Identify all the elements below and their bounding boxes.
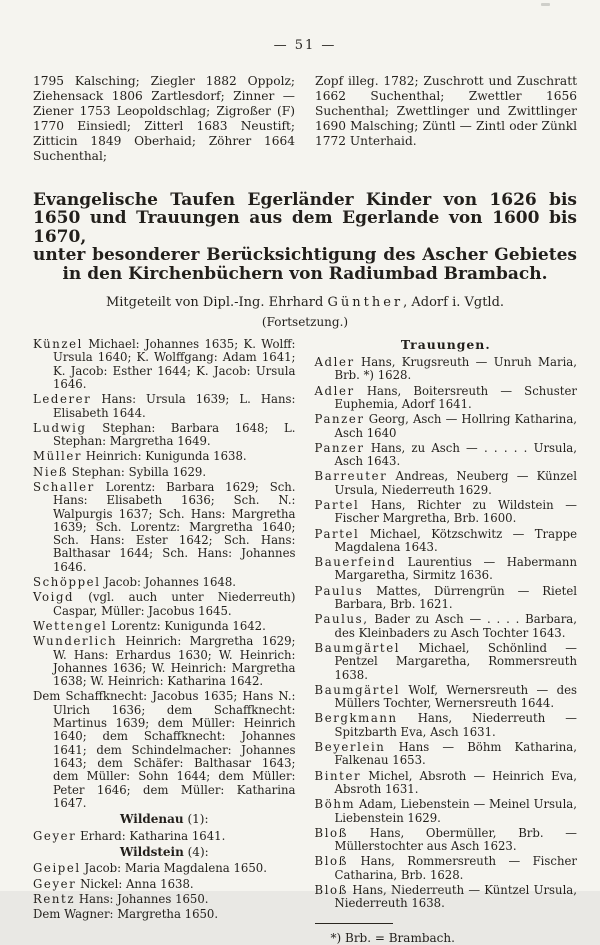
place-name: Wildstein: [119, 844, 184, 859]
record-surname: Voigd: [33, 590, 75, 605]
record-entry: [315, 470, 578, 497]
records-columns: [33, 338, 577, 945]
record-entry: [315, 385, 578, 412]
record-text: Adam, Liebenstein — Meinel Ursula, Liebenstein 1629.: [334, 797, 577, 825]
record-entry: [33, 620, 296, 633]
record-entry: [315, 798, 578, 825]
record-text: (vgl. auch unter Niederreuth) Caspar, Müller: Jacobus 1645.: [53, 590, 296, 618]
record-entry: [33, 635, 296, 688]
record-entry: [315, 413, 578, 440]
record-text: Laurentius — Habermann Margaretha, Sirmitz 1636.: [334, 555, 577, 583]
record-entry: [33, 450, 296, 463]
record-surname: Beyerlein: [314, 740, 386, 755]
article-heading: [33, 191, 577, 283]
record-surname: Lederer: [33, 392, 92, 407]
record-text: Hans: Johannes 1650.: [75, 892, 209, 907]
intro-continuation-text: [33, 74, 577, 164]
record-text: Georg, Asch — Hollring Katharina, Asch 1640: [334, 412, 577, 440]
record-text: Jacob: Johannes 1648.: [100, 575, 236, 590]
record-surname: Schaller: [33, 480, 95, 494]
record-entry: [315, 827, 578, 854]
record-entry: [315, 556, 578, 583]
record-entry: [33, 481, 296, 574]
record-entry: [315, 770, 578, 797]
footnote: [315, 923, 578, 945]
record-surname: Geipel: [33, 861, 81, 876]
page-number: — 51 —: [273, 38, 337, 53]
record-surname: Schöppel: [33, 575, 101, 590]
record-surname: Geyer: [33, 876, 77, 891]
record-text: Wolf, Wernersreuth — des Müllers Tochter, Wernersreuth 1644.: [334, 682, 577, 711]
record-text: Andreas, Neuberg — Künzel Ursula, Niederreuth 1629.: [334, 469, 577, 497]
marriages-section-header: Trauungen.: [400, 337, 491, 353]
record-text: Michael, Kötzschwitz — Trappe Magdalena 1643.: [334, 526, 577, 554]
record-entry: [33, 338, 296, 391]
intro-left-column: 1795 Kalsching; Ziegler 1882 Oppolz; Ziehensack 1806 Zartlesdorf; Zinner — Ziener 1753 Leopoldschlag; Zigroßer (F) 1770 Einsiedl; Zitterl 1683 Neustift; Zitticin 1849 Oberhaid; Zöhrer 1664 Suchenthal;: [33, 74, 295, 163]
record-surname: Geyer: [33, 828, 77, 843]
record-entry: [33, 690, 296, 810]
baptisms-column: [33, 338, 296, 924]
record-surname: Bauerfeind: [314, 555, 397, 570]
byline: [33, 295, 577, 310]
continuation-note: (Fortsetzung.): [261, 315, 349, 330]
record-entry: [315, 356, 578, 383]
record-surname: Wettengel: [33, 618, 108, 633]
record-text: Michael, Schönlind — Pentzel Margaretha, Rommersreuth 1638.: [334, 640, 577, 682]
heading-line-4: in den Kirchenbüchern von Radiumbad Brambach.: [62, 263, 548, 284]
record-entry: [33, 908, 296, 921]
place-name: Wildenau: [120, 812, 184, 827]
record-entry: [33, 422, 296, 449]
record-text: Hans, Niederreuth — Spitzbarth Eva, Asch 1631.: [334, 711, 577, 739]
record-text: Bader zu Asch — . . . . Barbara, des Kleinbaders zu Asch Tochter 1643.: [334, 612, 577, 640]
record-entry: [315, 442, 578, 469]
record-text: Erhard: Katharina 1641.: [76, 828, 226, 843]
record-surname: Ludwig: [33, 420, 87, 435]
record-surname: Bergkmann: [314, 711, 398, 726]
record-entry: [315, 642, 578, 682]
byline-author-name: Günther: [327, 295, 404, 311]
heading-line-1: Evangelische Taufen Egerländer Kinder von 1626 bis: [33, 190, 577, 210]
record-surname: Panzer: [314, 440, 365, 455]
record-entry: [33, 830, 296, 843]
place-count: (4):: [183, 844, 209, 859]
record-entry: [315, 712, 578, 739]
scan-artifact-speck: [541, 3, 550, 6]
record-surname: Partel: [314, 526, 360, 541]
record-surname: Künzel: [33, 337, 83, 352]
record-text: Stephan: Barbara 1648; L. Stephan: Margretha 1649.: [53, 420, 296, 449]
place-subheading: [33, 813, 296, 827]
record-entry: [315, 855, 578, 882]
record-text: Hans, Rommersreuth — Fischer Catharina, Brb. 1628.: [334, 854, 577, 882]
record-surname: Böhm: [314, 797, 356, 812]
record-text: Lorentz: Kunigunda 1642.: [107, 618, 266, 633]
marriages-column: [315, 338, 578, 945]
record-surname: Panzer: [314, 412, 365, 427]
record-surname: Baumgärtel: [314, 682, 401, 697]
record-text: Hans, Krugsreuth — Unruh Maria, Brb. *) 1628.: [334, 355, 577, 383]
record-text: Michael: Johannes 1635; K. Wolff: Ursula 1640; K. Wolffgang: Adam 1641; K. Jacob: Esther 1644; K. Jacob: Ursula 1646.: [53, 337, 296, 391]
record-entry: [315, 684, 578, 711]
record-entry: [33, 591, 296, 618]
marriages-list: [315, 356, 578, 911]
record-entry: [315, 585, 578, 612]
record-surname: Paulus,: [314, 612, 369, 627]
record-text: Heinrich: Margretha 1629; W. Hans: Erhardus 1630; W. Heinrich: Johannes 1636; W. Heinrich: Margretha 1638; W. Heinrich: Katharina 1642.: [53, 634, 296, 689]
record-surname: Barreuter: [314, 469, 388, 484]
record-surname: Adler: [314, 355, 355, 370]
record-entry: [33, 576, 296, 589]
record-surname: Nieß: [33, 464, 69, 479]
intro-right-column: Zopf illeg. 1782; Zuschrott und Zuschratt 1662 Suchenthal; Zwettler 1656 Suchenthal; Zwettlinger und Zwittlinger 1690 Malsching; Züntl — Zintl oder Zünkl 1772 Unterhaid.: [315, 74, 577, 148]
record-entry: [315, 884, 578, 911]
record-surname: Partel: [314, 498, 360, 512]
record-entry: [315, 528, 578, 555]
record-text: Stephan: Sybilla 1629.: [68, 464, 207, 479]
record-surname: Bloß: [314, 825, 349, 840]
record-entry: [33, 393, 296, 420]
record-surname: Müller: [33, 449, 83, 464]
record-surname: Bloß: [314, 854, 349, 869]
record-surname: Binter: [314, 768, 362, 783]
record-text: Hans, Niederreuth — Küntzel Ursula, Niederreuth 1638.: [334, 883, 577, 911]
record-text: Nickel: Anna 1638.: [76, 876, 194, 891]
record-entry: [33, 466, 296, 479]
byline-prefix: Mitgeteilt von Dipl.-Ing. Ehrhard: [105, 295, 328, 311]
record-surname: Wunderlich: [33, 634, 118, 649]
record-text: Hans, Boitersreuth — Schuster Euphemia, Adorf 1641.: [334, 383, 577, 411]
record-text: Hans: Ursula 1639; L. Hans: Elisabeth 1644.: [53, 392, 296, 420]
record-text: Hans, zu Asch — . . . . . Ursula, Asch 1643.: [334, 440, 577, 469]
record-entry: [315, 499, 578, 526]
record-text: Lorentz: Barbara 1629; Sch. Hans: Elisabeth 1636; Sch. N.: Walpurgis 1637; Sch. Hans: Margretha 1639; Sch. Lorentz: Margretha 1640; Sch. Hans: Ester 1642; Sch. Hans: Balthasar 1644; Sch. Hans: Johannes 1646.: [53, 480, 296, 574]
byline-suffix: , Adorf i. Vgtld.: [403, 295, 505, 311]
place-subheading: [33, 846, 296, 860]
heading-line-3: unter besonderer Berücksichtigung des Ascher Gebietes: [33, 245, 577, 266]
record-text: Heinrich: Kunigunda 1638.: [82, 449, 247, 464]
record-surname: Bloß: [314, 883, 349, 898]
record-entry: [315, 741, 578, 768]
footnote-rule: [315, 923, 393, 924]
record-surname: Adler: [314, 383, 355, 398]
record-text: Hans, Obermüller, Brb. — Müllerstochter aus Asch 1623.: [334, 825, 577, 854]
footnote-text: *) Brb. = Brambach.: [330, 930, 455, 945]
record-surname: Baumgärtel: [314, 640, 401, 655]
record-text: Michel, Absroth — Heinrich Eva, Absroth 1631.: [334, 768, 577, 796]
record-entry: [33, 893, 296, 906]
record-text: Dem Wagner: Margretha 1650.: [33, 907, 219, 922]
record-entry: [33, 862, 296, 875]
record-entry: [315, 613, 578, 640]
record-text: Dem Schaffknecht: Jacobus 1635; Hans N.: Ulrich 1636; dem Schaffknecht: Martinus 1639; dem Müller: Heinrich 1640; dem Schaffknecht: Johannes 1641; dem Schindelmacher: Johannes 1643; dem Schäfer: Balthasar 1643; dem Müller: Sohn 1644; dem Müller: Peter 1646; dem Müller: Katharina 1647.: [33, 689, 296, 810]
record-surname: Rentz: [33, 892, 76, 907]
record-text: Hans, Richter zu Wildstein — Fischer Margretha, Brb. 1600.: [334, 498, 577, 526]
heading-line-2: 1650 und Trauungen aus dem Egerlande von 1600 bis 1670,: [33, 208, 577, 247]
record-text: Mattes, Dürrengrün — Rietel Barbara, Brb. 1621.: [334, 583, 577, 612]
record-text: Jacob: Maria Magdalena 1650.: [80, 861, 267, 876]
record-surname: Paulus: [314, 583, 364, 598]
record-text: Hans — Böhm Katharina, Falkenau 1653.: [334, 740, 577, 768]
record-entry: [33, 878, 296, 891]
place-count: (1):: [183, 812, 209, 827]
